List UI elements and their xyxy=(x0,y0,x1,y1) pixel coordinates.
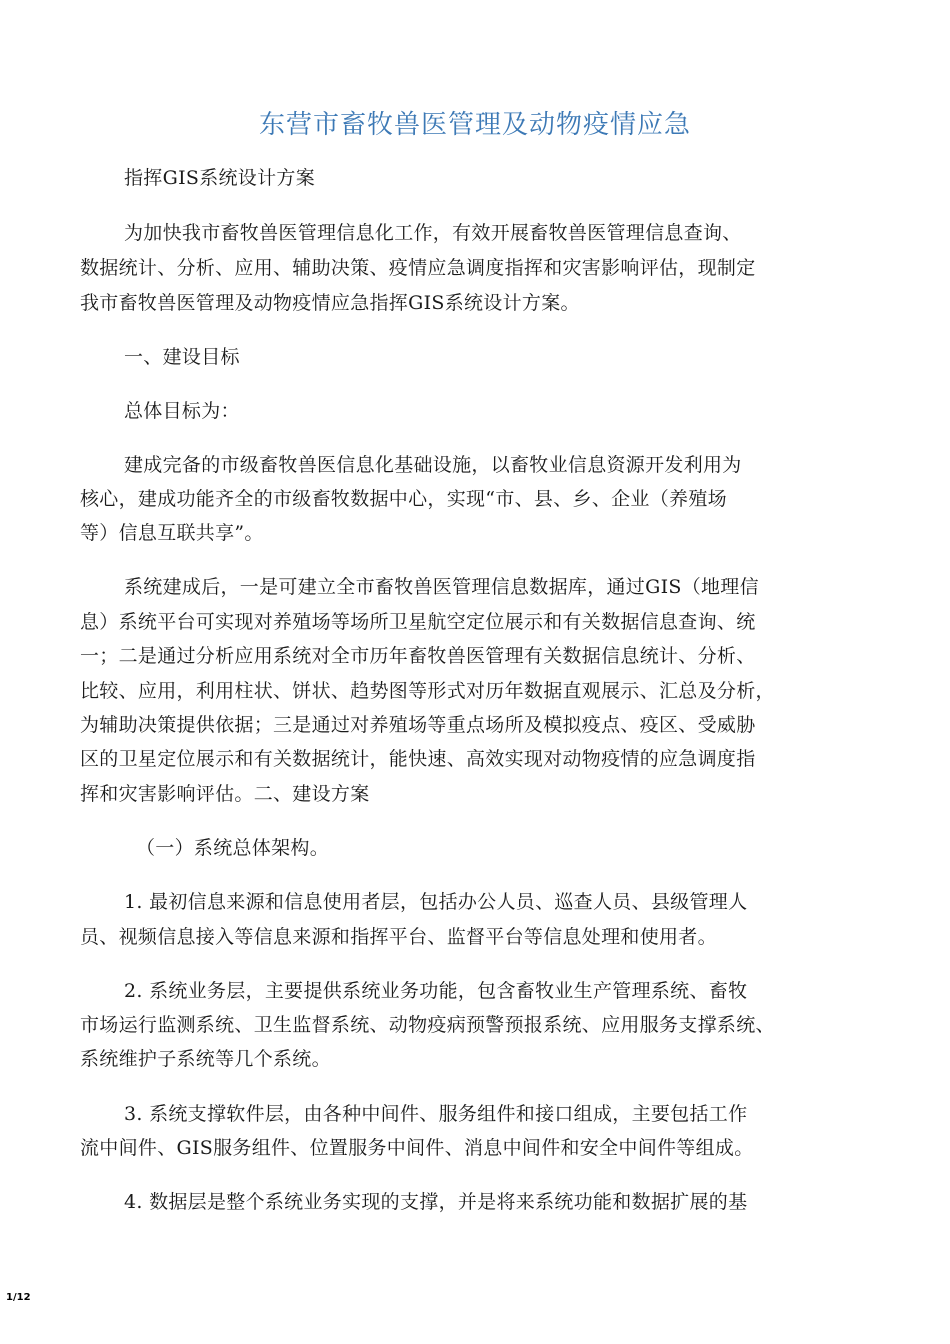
list-item-line: 1. 最初信息来源和信息使用者层，包括办公人员、巡查人员、县级管理人 xyxy=(124,891,748,913)
paragraph-line: 建成完备的市级畜牧兽医信息化基础设施，以畜牧业信息资源开发利用为 xyxy=(124,454,742,476)
paragraph-line: 为辅助决策提供依据；三是通过对养殖场等重点场所及模拟疫点、疫区、受威胁 xyxy=(80,714,756,736)
paragraph-line: 为加快我市畜牧兽医管理信息化工作，有效开展畜牧兽医管理信息查询、 xyxy=(124,222,742,244)
page-number: 1/12 xyxy=(6,1292,31,1303)
list-item-line: 员、视频信息接入等信息来源和指挥平台、监督平台等信息处理和使用者。 xyxy=(80,926,717,948)
list-item-line: 3. 系统支撑软件层，由各种中间件、服务组件和接口组成，主要包括工作 xyxy=(124,1103,748,1125)
paragraph-line: 区的卫星定位展示和有关数据统计，能快速、高效实现对动物疫情的应急调度指 xyxy=(80,748,756,770)
list-item-line: 流中间件、GIS服务组件、位置服务中间件、消息中间件和安全中间件等组成。 xyxy=(80,1137,754,1159)
subsection-heading: （一）系统总体架构。 xyxy=(136,837,330,859)
paragraph-line: 系统建成后，一是可建立全市畜牧兽医管理信息数据库，通过GIS（地理信 xyxy=(124,576,759,598)
paragraph-line: 挥和灾害影响评估。二、建设方案 xyxy=(80,783,370,805)
paragraph-line: 等）信息互联共享”。 xyxy=(80,522,264,544)
paragraph-line: 我市畜牧兽医管理及动物疫情应急指挥GIS系统设计方案。 xyxy=(80,292,580,314)
subtitle-line: 指挥GIS系统设计方案 xyxy=(124,167,315,189)
list-item-line: 4. 数据层是整个系统业务实现的支撑，并是将来系统功能和数据扩展的基 xyxy=(124,1191,748,1213)
paragraph-line: 数据统计、分析、应用、辅助决策、疫情应急调度指挥和灾害影响评估，现制定 xyxy=(80,257,756,279)
paragraph-line: 比较、应用，利用柱状、饼状、趋势图等形式对历年数据直观展示、汇总及分析， xyxy=(80,680,775,702)
list-item-line: 2. 系统业务层，主要提供系统业务功能，包含畜牧业生产管理系统、畜牧 xyxy=(124,980,748,1002)
document-title: 东营市畜牧兽医管理及动物疫情应急 xyxy=(258,110,691,140)
list-item-line: 市场运行监测系统、卫生监督系统、动物疫病预警预报系统、应用服务支撑系统、 xyxy=(80,1014,775,1036)
paragraph-line: 息）系统平台可实现对养殖场等场所卫星航空定位展示和有关数据信息查询、统 xyxy=(80,611,756,633)
paragraph-line: 总体目标为： xyxy=(124,400,240,422)
paragraph-line: 一；二是通过分析应用系统对全市历年畜牧兽医管理有关数据信息统计、分析、 xyxy=(80,645,756,667)
list-item-line: 系统维护子系统等几个系统。 xyxy=(80,1048,331,1070)
section-heading: 一、建设目标 xyxy=(124,346,240,368)
paragraph-line: 核心，建成功能齐全的市级畜牧数据中心，实现“市、县、乡、企业（养殖场 xyxy=(80,488,727,510)
